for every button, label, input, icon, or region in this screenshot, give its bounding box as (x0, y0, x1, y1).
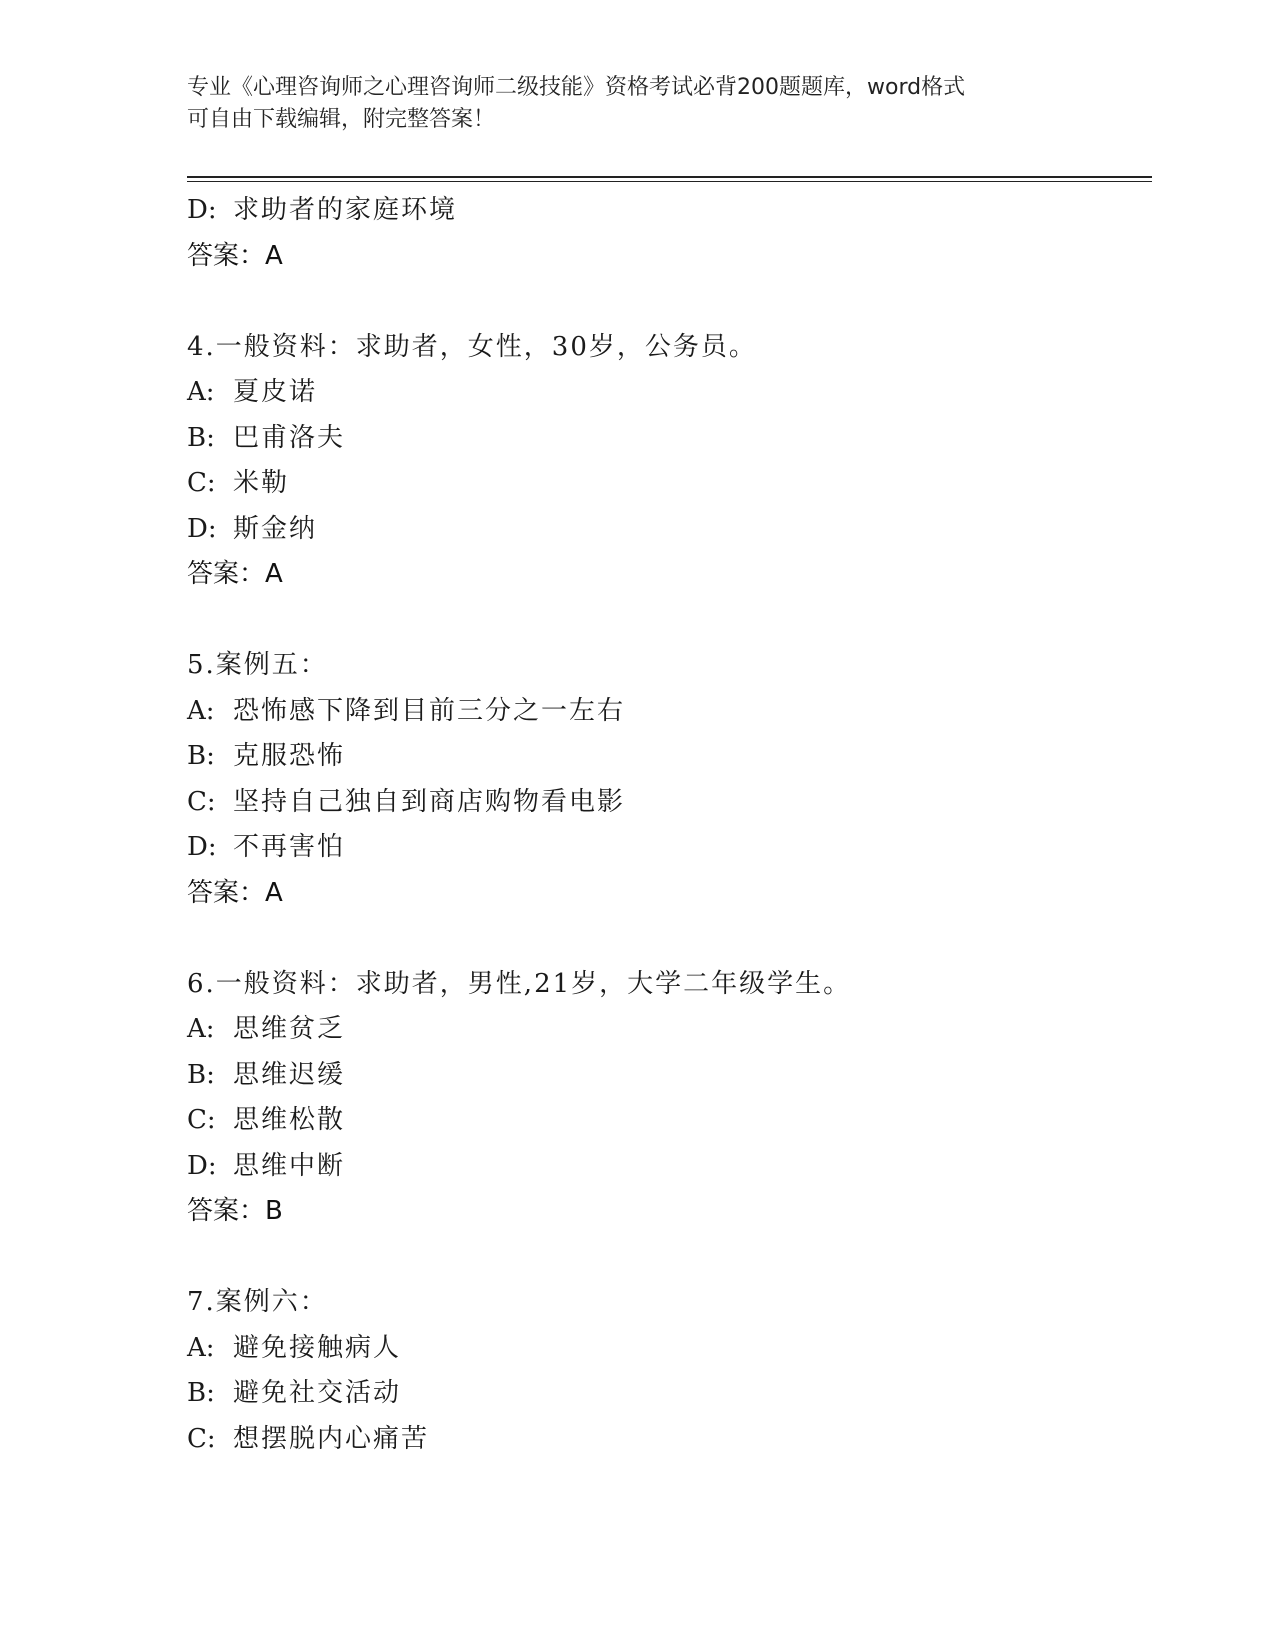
header-title-line-1: 专业《心理咨询师之心理咨询师二级技能》资格考试必背200题题库，word格式 (187, 75, 966, 100)
option-key: D: (187, 195, 217, 225)
option-a (187, 370, 1147, 416)
answer-line: 答案：A (187, 877, 283, 908)
option-b (187, 416, 1147, 462)
option-key: A: (187, 1332, 215, 1363)
option-b (187, 1371, 1147, 1417)
spacer (187, 279, 1147, 325)
option-key: D: (187, 832, 217, 862)
option-text: 米勒 (233, 468, 290, 498)
question-stem: 5.案例五： (187, 650, 328, 680)
option-d (187, 825, 1147, 871)
option-a (187, 1007, 1147, 1053)
option-d (187, 1144, 1147, 1190)
header-title-line-2: 可自由下载编辑，附完整答案！ (187, 107, 496, 132)
option-text: 坚持自己独自到商店购物看电影 (233, 786, 626, 817)
header-divider-thin (187, 181, 1152, 182)
option-a (187, 1326, 1147, 1372)
option-text: 求助者的家庭环境 (233, 195, 458, 225)
option-key: D: (187, 1150, 217, 1181)
option-a (187, 689, 1147, 735)
question-stem: 4.一般资料：求助者，女性，30岁，公务员。 (187, 331, 757, 362)
spacer (187, 598, 1147, 644)
option-key: B: (187, 422, 215, 453)
spacer (187, 916, 1147, 962)
header-divider-thick (187, 176, 1152, 178)
option-key: C: (187, 1423, 216, 1454)
option-c (187, 461, 1147, 507)
option-key: A: (187, 695, 215, 726)
option-text: 思维松散 (233, 1105, 346, 1135)
option-text: 斯金纳 (233, 513, 318, 544)
option-key: B: (187, 1059, 215, 1090)
option-text: 思维迟缓 (233, 1059, 346, 1090)
option-key: A: (187, 1014, 215, 1044)
question-stem: 7.案例六： (187, 1287, 328, 1317)
option-text: 避免接触病人 (233, 1332, 402, 1363)
option-text: 避免社交活动 (233, 1378, 402, 1408)
option-text: 想摆脱内心痛苦 (233, 1423, 430, 1454)
option-text: 思维中断 (233, 1150, 346, 1181)
option-text: 不再害怕 (233, 832, 346, 862)
option-key: B: (187, 741, 215, 771)
option-key: C: (187, 786, 216, 817)
answer-line: 答案：A (187, 240, 283, 271)
option-text: 克服恐怖 (233, 741, 346, 771)
answer-line: 答案：B (187, 1196, 283, 1226)
question-stem: 6.一般资料：求助者，男性,21岁，大学二年级学生。 (187, 968, 852, 999)
option-key: A: (187, 377, 215, 407)
option-key: B: (187, 1378, 215, 1408)
option-key: C: (187, 468, 216, 498)
option-key: D: (187, 513, 217, 544)
question-list (187, 188, 1147, 1462)
option-b (187, 734, 1147, 780)
option-text: 巴甫洛夫 (233, 422, 346, 453)
option-c (187, 1417, 1147, 1463)
spacer (187, 1235, 1147, 1281)
document-header (187, 72, 1067, 136)
answer-line: 答案：A (187, 559, 283, 589)
option-c (187, 1098, 1147, 1144)
option-text: 夏皮诺 (233, 377, 318, 407)
option-text: 恐怖感下降到目前三分之一左右 (233, 695, 626, 726)
option-text: 思维贫乏 (233, 1014, 346, 1044)
option-d (187, 507, 1147, 553)
option-key: C: (187, 1105, 216, 1135)
option-c (187, 780, 1147, 826)
option-d (187, 188, 1147, 234)
option-b (187, 1053, 1147, 1099)
